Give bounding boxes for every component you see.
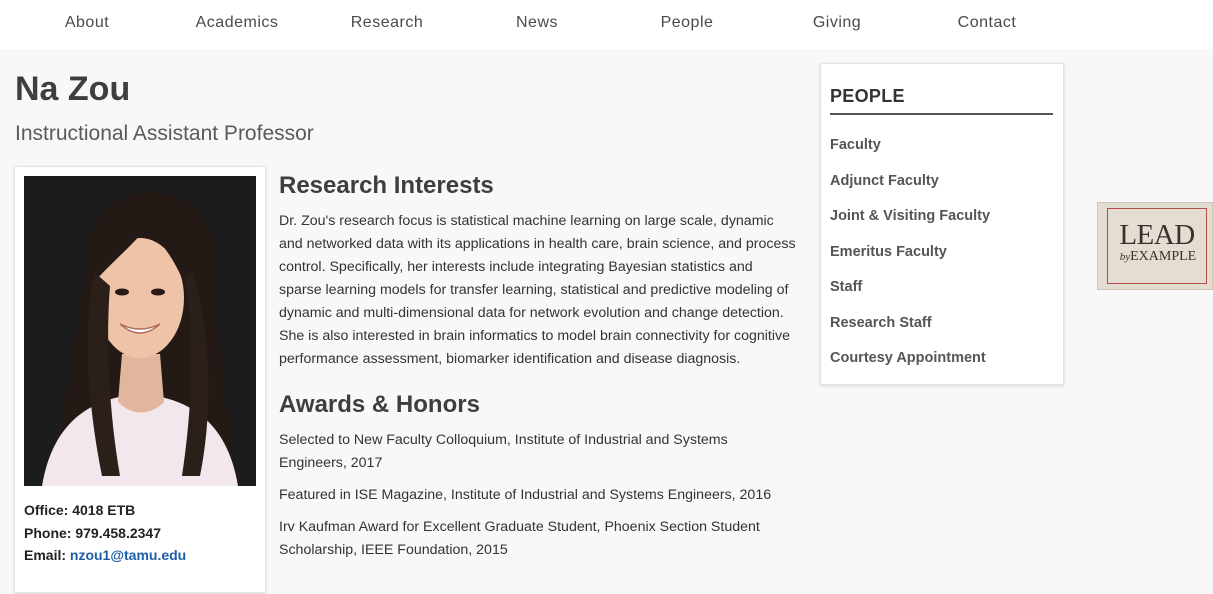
awards-heading: Awards & Honors: [279, 391, 480, 418]
sidebar-link-joint-visiting-faculty[interactable]: Joint & Visiting Faculty: [830, 208, 991, 224]
nav-research[interactable]: Research: [350, 14, 424, 31]
sidebar-link-adjunct-faculty[interactable]: Adjunct Faculty: [830, 173, 939, 189]
main-content: [279, 172, 799, 562]
banner-example-word: EXAMPLE: [1130, 249, 1197, 264]
profile-card: [14, 166, 266, 593]
phone-label: Phone:: [24, 524, 72, 541]
sidebar-link-faculty[interactable]: Faculty: [830, 137, 881, 153]
office-label: Office:: [24, 502, 69, 518]
sidebar-link-courtesy-appointment[interactable]: Courtesy Appointment: [830, 350, 986, 366]
sidebar-link-emeritus-faculty[interactable]: Emeritus Faculty: [830, 244, 947, 260]
research-heading: Research Interests: [279, 172, 494, 199]
nav-people[interactable]: People: [660, 14, 714, 31]
profile-photo: [24, 176, 256, 486]
email-line: [24, 544, 186, 567]
job-title: Instructional Assistant Professor: [15, 122, 314, 145]
people-sidebar: [820, 63, 1064, 385]
nav-giving[interactable]: Giving: [812, 14, 862, 31]
office-line: [24, 499, 186, 522]
banner-lead-text: LEAD: [1119, 219, 1195, 251]
banner-example-text: [1111, 250, 1205, 264]
award-item: Selected to New Faculty Colloquium, Institute of Industrial and Systems Engineers, 2017: [279, 432, 728, 471]
sidebar-heading: PEOPLE: [830, 86, 1053, 115]
lead-by-example-banner[interactable]: [1097, 202, 1213, 290]
page-title: Na Zou: [15, 70, 131, 108]
email-label: Email:: [24, 547, 67, 563]
office-value: 4018 ETB: [72, 502, 136, 518]
nav-about[interactable]: About: [64, 14, 110, 31]
phone-line: [24, 522, 186, 545]
top-navigation: [0, 0, 1213, 49]
portrait-image: [24, 176, 256, 486]
banner-by-text: by: [1119, 251, 1131, 263]
sidebar-link-research-staff[interactable]: Research Staff: [830, 315, 932, 331]
award-item: Featured in ISE Magazine, Institute of Industrial and Systems Engineers, 2016: [279, 487, 772, 503]
nav-academics[interactable]: Academics: [195, 14, 279, 31]
contact-info: [24, 499, 186, 567]
email-link[interactable]: nzou1@tamu.edu: [69, 547, 187, 563]
nav-contact[interactable]: Contact: [957, 14, 1017, 31]
sidebar-link-staff[interactable]: Staff: [830, 279, 863, 295]
award-item: Irv Kaufman Award for Excellent Graduate Student, Phoenix Section Student Scholarship, IEEE Foundation, 2015: [279, 519, 760, 558]
phone-value: 979.458.2347: [75, 524, 161, 541]
nav-news[interactable]: News: [515, 14, 558, 31]
research-text: Dr. Zou's research focus is statistical machine learning on large scale, dynamic and networked data with its applications in health care, brain science, and process control. Specifically, her interests include integrating Bayesian statistics and sparse learning models for transfer learning, statistical and predictive modeling of dynamic and multi-dimensional data for network evolution and change detection. She is also interested in brain informatics to model brain connectivity for cognitive performance assessment, biomarker identification and disease diagnosis.: [279, 213, 796, 367]
